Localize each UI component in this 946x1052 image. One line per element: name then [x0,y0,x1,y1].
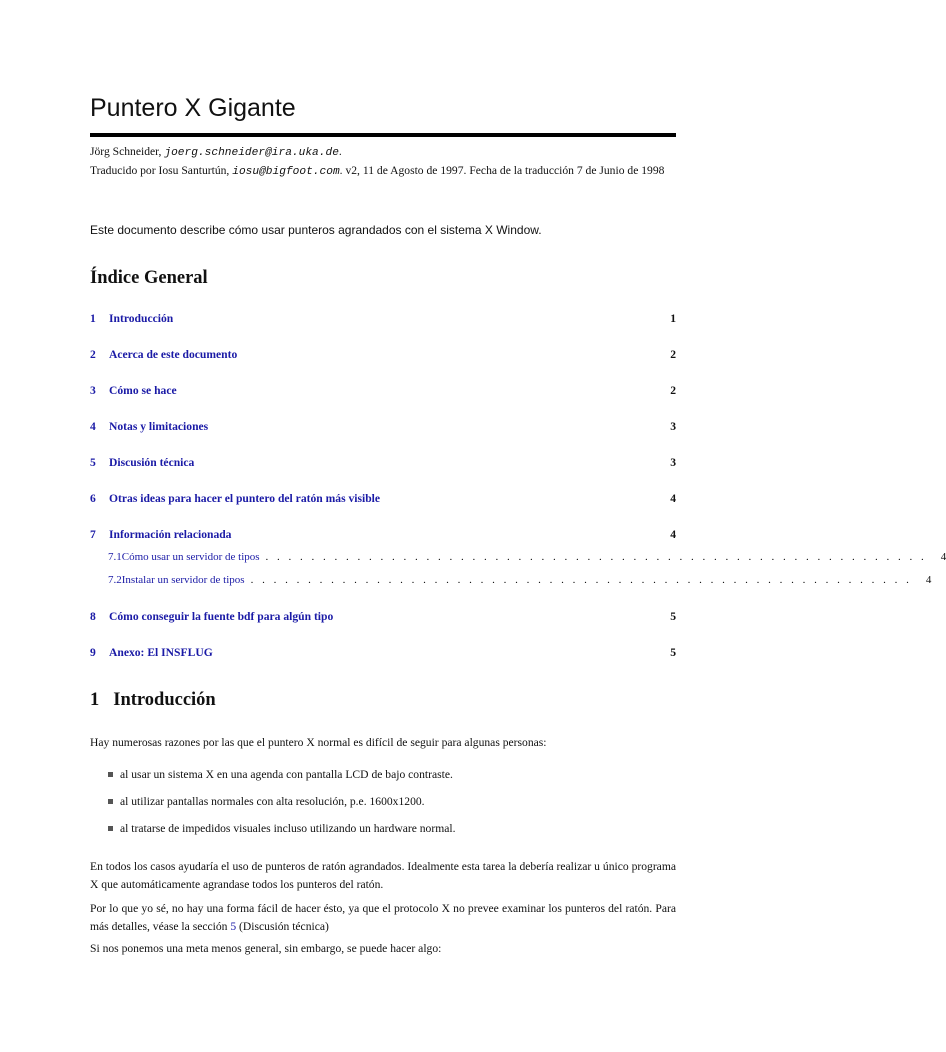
toc-entry-3[interactable] [90,384,676,397]
bullet-square-icon [108,799,113,804]
toc-subentry-label: Cómo usar un servidor de tipos [121,551,260,563]
toc-entry-label: Cómo conseguir la fuente bdf para algún tipo [109,610,334,623]
toc-entry-page: 1 [670,312,676,325]
bullet-square-icon [108,772,113,777]
section-heading [90,690,216,711]
toc-entry-number: 5 [90,456,96,469]
toc-entry-number: 8 [90,610,96,623]
toc-entry-label: Otras ideas para hacer el puntero del ratón más visible [109,492,381,505]
toc-entry-number: 4 [90,420,96,433]
paragraph-3: Si nos ponemos una meta menos general, sin embargo, se puede hacer algo: [90,942,442,955]
toc-entry-page: 4 [670,492,676,505]
document-title: Puntero X Gigante [90,94,296,122]
toc-entry-number: 9 [90,646,96,659]
author-email[interactable]: joerg.schneider@ira.uka.de [164,147,339,159]
author-suffix: . [338,145,342,158]
toc-entry-page: 2 [670,384,676,397]
toc-subentry-number: 7.1 [108,551,122,563]
section-number: 1 [90,690,100,710]
author-name: Jörg Schneider, [90,145,165,158]
section-5-link[interactable]: 5 [230,920,237,933]
toc-entry-number: 3 [90,384,96,397]
toc-entry-label: Introducción [109,312,174,325]
toc-leader-dots: . . . . . . . . . . . . . . . . . . . . . . . . . . . . . . . . . . . . . . . . . . . . . . . . . . . . . . . . . . [265,551,927,563]
translator-email[interactable]: iosu@bigfoot.com [232,166,340,178]
paragraph-2-tail: (Discusión técnica) [236,920,329,933]
toc-entry-label: Anexo: El INSFLUG [109,646,213,659]
toc-entry-page: 3 [670,456,676,469]
toc-entry-4[interactable] [90,420,676,433]
toc-entry-label: Notas y limitaciones [109,420,209,433]
translator-name: Traducido por Iosu Santurtún, [90,164,233,177]
toc-entry-page: 4 [670,528,676,541]
paragraph-1: En todos los casos ayudaría el uso de punteros de ratón agrandados. Idealmente esta tarea la debería realizar u único programa X que automáticamente agrandase todos los punteros del ratón. [90,860,676,891]
toc-subentry-page: 4 [940,551,946,563]
toc-title: Índice General [90,268,208,288]
section-title: Introducción [113,690,216,710]
toc-entry-2[interactable] [90,348,676,361]
toc-entry-number: 2 [90,348,96,361]
toc-entry-9[interactable] [90,646,676,659]
toc-leader-dots: . . . . . . . . . . . . . . . . . . . . . . . . . . . . . . . . . . . . . . . . . . . . . . . . . . . . . . . . . . [250,574,912,586]
bullet-item [108,822,455,835]
bullet-text: al usar un sistema X en una agenda con pantalla LCD de bajo contraste. [120,768,453,781]
version-info: . v2, 11 de Agosto de 1997. Fecha de la traducción 7 de Junio de 1998 [339,164,665,177]
intro-paragraph: Hay numerosas razones por las que el puntero X normal es difícil de seguir para algunas personas: [90,736,547,749]
abstract: Este documento describe cómo usar punteros agrandados con el sistema X Window. [90,223,542,237]
toc-subentry-7-2[interactable] [108,574,932,586]
paragraph-2-text: Por lo que yo sé, no hay una forma fácil de hacer ésto, ya que el protocolo X no prevee examinar los punteros del ratón. Para más detalles, véase la sección [90,902,676,933]
bullet-text: al utilizar pantallas normales con alta resolución, p.e. 1600x1200. [120,795,425,808]
toc-entry-label: Cómo se hace [109,384,177,397]
title-rule [90,133,676,137]
toc-entry-5[interactable] [90,456,676,469]
toc-subentry-number: 7.2 [108,574,122,586]
toc-entry-label: Información relacionada [109,528,232,541]
toc-entry-1[interactable] [90,312,676,325]
toc-entry-page: 5 [670,610,676,623]
toc-entry-label: Discusión técnica [109,456,195,469]
paragraph-2 [90,900,676,936]
bullet-item [108,768,453,781]
toc-subentry-page: 4 [925,574,932,586]
toc-entry-number: 7 [90,528,96,541]
toc-entry-page: 3 [670,420,676,433]
toc-entry-page: 5 [670,646,676,659]
author-block [90,143,676,181]
bullet-square-icon [108,826,113,831]
toc-entry-number: 6 [90,492,96,505]
toc-entry-number: 1 [90,312,96,325]
toc-subentry-label: Instalar un servidor de tipos [121,574,245,586]
toc-entry-8[interactable] [90,610,676,623]
bullet-text: al tratarse de impedidos visuales incluso utilizando un hardware normal. [120,822,456,835]
toc-subentry-7-1[interactable] [108,551,946,563]
toc-entry-7[interactable] [90,528,676,541]
bullet-item [108,795,425,808]
toc-entry-6[interactable] [90,492,676,505]
toc-entry-page: 2 [670,348,676,361]
toc-entry-label: Acerca de este documento [109,348,238,361]
